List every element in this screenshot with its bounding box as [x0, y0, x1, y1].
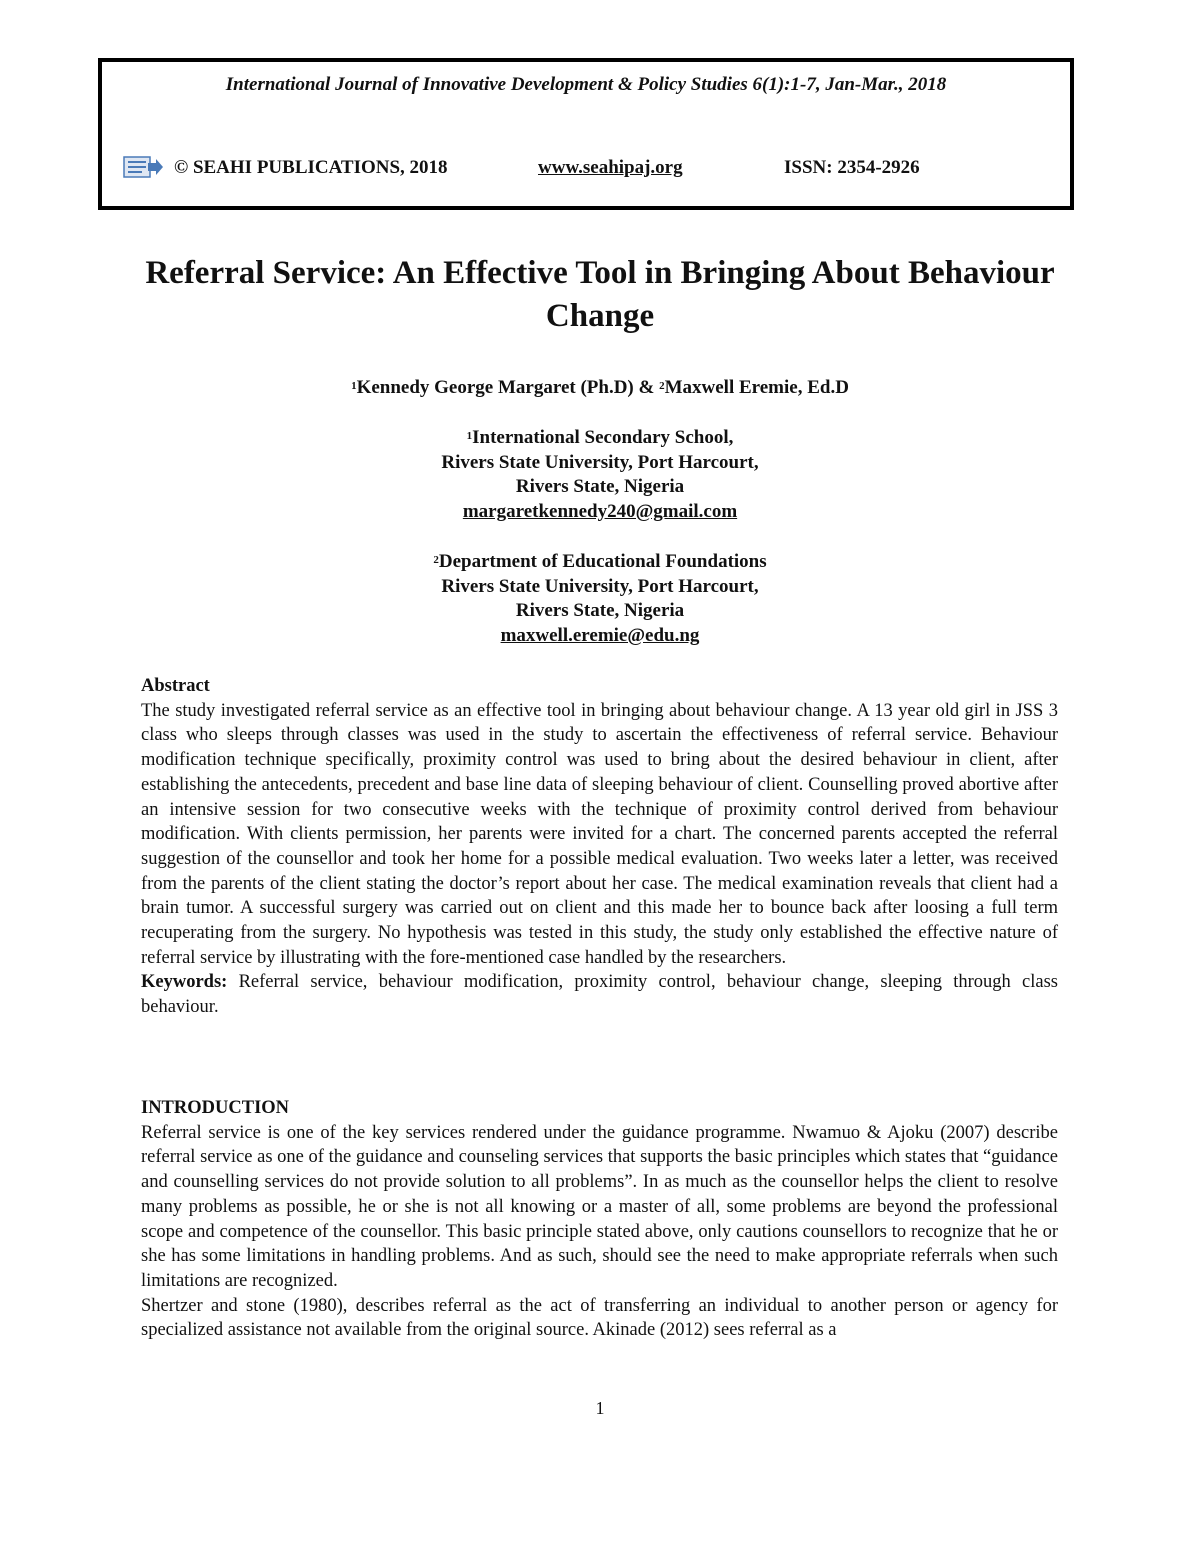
affiliation2-line2: Rivers State University, Port Harcourt, — [441, 575, 759, 597]
author2-superscript: 2 — [659, 380, 665, 392]
keywords-paragraph — [141, 970, 1058, 1019]
publisher-website-link[interactable]: www.seahipaj.org — [538, 157, 683, 178]
introduction-paragraph-2: Shertzer and stone (1980), describes referral as the act of transferring an individual to another person or agency for specialized assistance not available from the original source. Akinade (2012) sees referral as a — [141, 1295, 1058, 1341]
author1-superscript: 1 — [351, 380, 357, 392]
affiliation2-line1: Department of Educational Foundations — [438, 551, 767, 572]
affiliation1-line1: International Secondary School, — [472, 427, 734, 448]
journal-header-box — [98, 58, 1074, 210]
affiliation1-superscript: 1 — [466, 430, 473, 442]
document-arrow-icon — [122, 154, 164, 182]
affiliation2-line3: Rivers State, Nigeria — [515, 600, 685, 621]
publisher-copyright: © SEAHI PUBLICATIONS, 2018 — [174, 157, 448, 178]
keywords-list: Referral service, behaviour modification, proximity control, behaviour change, sleeping through class behaviour. — [141, 972, 1058, 1018]
introduction-heading: INTRODUCTION — [141, 1098, 290, 1118]
issn-number: ISSN: 2354-2926 — [784, 157, 920, 178]
introduction-paragraph-1: Referral service is one of the key services rendered under the guidance programme. Nwamuo & Ajoku (2007) describe referral service as one of the guidance and counseling services that supports the basic principles which states that “guidance and counselling services do not provide solution to all problems”. In as much as the counsellor helps the client to resolve many problems as possible, he or she is not all knowing or a master of all, some problems are beyond the professional scope and competence of the counsellor. This basic principle stated above, only cautions counsellors to recognize that he or she has some limitations in handling problems. And as such, should see the need to make appropriate referrals when such limitations are recognized. — [141, 1122, 1058, 1291]
abstract-section — [141, 674, 1058, 1020]
affiliation-2 — [100, 550, 1100, 648]
abstract-text: The study investigated referral service as an effective tool in bringing about behaviour change. A 13 year old girl in JSS 3 class who sleeps through classes was used in the study to ascertain the effectiveness of referral service. Behaviour modification technique specifically, proximity control was used to bring about the desired behaviour in client, after establishing the antecedents, precedent and base line data of sleeping behaviour of client. Counselling proved abortive after an intensive session for two consecutive weeks with the technique of proximity control derived from behaviour modification. With clients permission, her parents were invited for a chart. The concerned parents accepted the referral suggestion of the counsellor and took her home for a possible medical evaluation. Two weeks later a letter, was received from the parents of the client stating the doctor’s report about her case. The medical examination reveals that client had a brain tumor. A successful surgery was carried out on client and this made her to bounce back after loosing a full term recuperating from the surgery. No hypothesis was tested in this study, the study only established the effective nature of referral service by illustrating with the fore-mentioned case handled by the researchers. — [141, 700, 1058, 968]
affiliation1-line2: Rivers State University, Port Harcourt, — [441, 451, 759, 473]
page-number: 1 — [595, 1398, 605, 1418]
affiliation1-line3: Rivers State, Nigeria — [515, 476, 685, 497]
affiliation2-email-link[interactable]: maxwell.eremie@edu.ng — [500, 624, 700, 646]
introduction-section — [141, 1096, 1058, 1343]
keywords-label: Keywords: — [141, 972, 228, 993]
author-line — [100, 376, 1100, 401]
journal-citation: International Journal of Innovative Development & Policy Studies 6(1):1-7, Jan-Mar., 2018 — [225, 74, 947, 95]
author2-name: Maxwell Eremie, Ed.D — [664, 377, 849, 398]
abstract-heading: Abstract — [141, 676, 210, 696]
author1-name: Kennedy George Margaret (Ph.D) — [356, 377, 634, 398]
affiliation2-superscript: 2 — [433, 554, 439, 566]
affiliation-1 — [100, 426, 1100, 524]
affiliation1-email-link[interactable]: margaretkennedy240@gmail.com — [462, 500, 738, 522]
author-connector: & — [638, 377, 655, 398]
paper-title: Referral Service: An Effective Tool in Bringing About Behaviour Change — [145, 255, 1055, 334]
publication-info-row — [122, 154, 1042, 184]
